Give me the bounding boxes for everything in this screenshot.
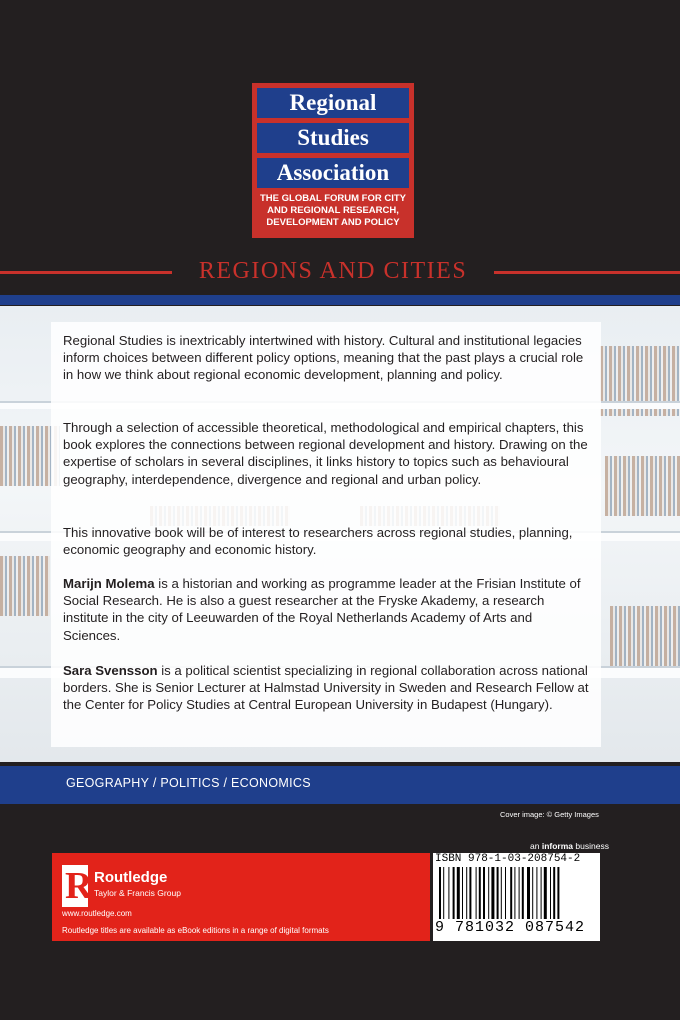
ebook-note: Routledge titles are available as eBook editions in a range of digital formats — [62, 926, 329, 935]
logo-line-studies: Studies — [257, 123, 409, 153]
barcode-stripe — [557, 867, 559, 919]
barcode-stripe — [453, 867, 455, 919]
publisher-name: Routledge — [94, 869, 168, 886]
author-bio-molema — [63, 575, 589, 644]
subject-categories: GEOGRAPHY / POLITICS / ECONOMICS — [66, 776, 311, 790]
barcode-stripe — [462, 867, 463, 919]
barcode-stripe — [519, 867, 520, 919]
barcode-stripe — [514, 867, 515, 919]
informa-prefix: an — [530, 841, 540, 851]
subject-band — [0, 766, 680, 804]
routledge-logo-icon — [62, 865, 93, 907]
informa-brand: informa — [541, 841, 574, 851]
barcode-stripe — [479, 867, 481, 919]
barcode-stripe — [553, 867, 555, 919]
author-bio-text-svensson: is a political scientist specializing in regional collaboration across national borders. She is Senior Lecturer at Halmstad University in Sweden and Research Fellow at the Center for Policy Studies at Central European University in Budapest (Hungary). — [63, 663, 589, 713]
author-name-svensson: Sara Svensson — [63, 663, 158, 678]
series-rule-left — [0, 271, 172, 274]
publisher-panel — [52, 853, 430, 941]
routledge-logo-letter: R — [65, 865, 93, 907]
series-title: REGIONS AND CITIES — [198, 258, 468, 284]
barcode-stripe — [550, 867, 551, 919]
barcode-stripe — [439, 867, 441, 919]
barcode-stripe — [448, 867, 449, 919]
publisher-group: Taylor & Francis Group — [94, 888, 181, 898]
barcode-stripe — [466, 867, 467, 919]
barcode-digits: 9 781032 087542 — [435, 919, 586, 936]
barcode-stripe — [544, 867, 547, 919]
barcode-stripe — [510, 867, 512, 919]
barcode-stripe — [476, 867, 477, 919]
blue-divider-band — [0, 295, 680, 305]
barcode-stripe — [491, 867, 494, 919]
informa-business-label — [530, 841, 609, 851]
blurb-paragraph-1: Regional Studies is inextricably intertwined with history. Cultural and institutional legacies inform choices between different policy options, meaning that the past plays a crucial role in how we think about regional economic development, planning and policy. — [63, 333, 584, 383]
author-name-molema: Marijn Molema — [63, 576, 155, 591]
barcode-stripe — [497, 867, 499, 919]
barcode-stripe — [541, 867, 542, 919]
barcode-stripe — [536, 867, 537, 919]
author-bio-svensson — [63, 662, 589, 714]
barcode-stripe — [522, 867, 524, 919]
barcode-stripe — [443, 867, 444, 919]
publisher-url: www.routledge.com — [62, 909, 132, 918]
series-rule-right — [494, 271, 680, 274]
barcode-stripe — [483, 867, 485, 919]
barcode-stripe — [488, 867, 489, 919]
barcode-stripe — [505, 867, 506, 919]
barcode-bars — [439, 867, 594, 919]
cover-image-credit: Cover image: © Getty Images — [500, 810, 599, 819]
logo-tagline: THE GLOBAL FORUM FOR CITY AND REGIONAL RESEARCH, DEVELOPMENT AND POLICY — [259, 193, 406, 228]
barcode-stripe — [457, 867, 460, 919]
isbn-text: ISBN 978-1-03-208754-2 — [435, 853, 581, 865]
blurb-paragraph-2: Through a selection of accessible theoretical, methodological and empirical chapters, this book explores the connections between regional development and history. Drawing on the expertise of scholars in several disciplines, it links history to topics such as behavioural geography, interdependence, divergence and regional and urban policy. — [63, 420, 588, 487]
blurb-text-box — [51, 322, 601, 747]
logo-line-regional: Regional — [257, 88, 409, 118]
author-bio-text-molema: is a historian and working as programme leader at the Frisian Institute of Social Research. He is also a guest researcher at the Fryske Akademy, a research institute in the city of Leeuwarden of the Royal Netherlands Academy of Arts and Sciences. — [63, 576, 581, 643]
logo-line-association: Association — [257, 158, 409, 188]
rsa-logo — [252, 83, 414, 238]
barcode-stripe — [501, 867, 502, 919]
barcode-stripe — [527, 867, 530, 919]
barcode-stripe — [532, 867, 533, 919]
blurb-paragraph-3: This innovative book will be of interest to researchers across regional studies, planning, economic geography and economic history. — [63, 525, 573, 558]
barcode-stripe — [469, 867, 471, 919]
isbn-barcode — [433, 853, 600, 941]
informa-suffix: business — [575, 841, 609, 851]
